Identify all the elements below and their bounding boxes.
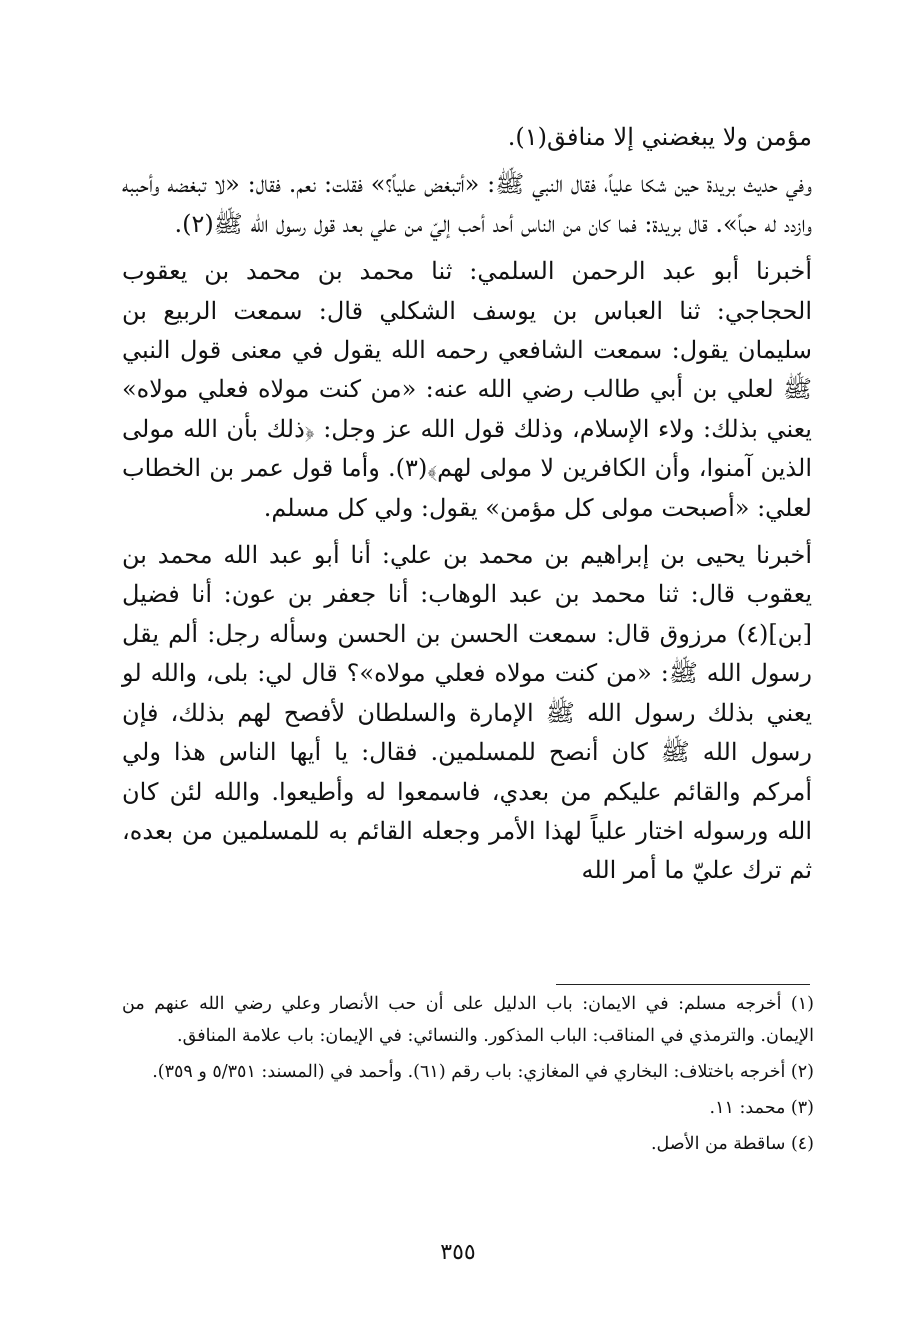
footnote-2: (٢) أخرجه باختلاف: البخاري في المغازي: باب رقم (٦١). وأحمد في (المسند: ٥/٣٥١ و ٣٥٩).: [152, 1062, 814, 1082]
footnote-separator: [556, 984, 810, 985]
page-number: ٣٥٥: [440, 1240, 476, 1265]
paragraph-3: أخبرنا أبو عبد الرحمن السلمي: ثنا محمد بن محمد بن يعقوب الحجاجي: ثنا العباس بن يوسف الشكلي قال: سمعت الربيع بن سليمان يقول: سمعت الشافعي رحمه الله يقول في معنى قول النبي ﷺ لعلي بن أبي طالب رضي الله عنه: «من كنت مولاه فعلي مولاه» يعني بذلك: ولاء الإسلام، وذلك قول الله عز وجل: ﴿ذلك بأن الله مولى الذين آمنوا، وأن الكافرين لا مولى لهم﴾(٣). وأما قول عمر بن الخطاب لعلي: «أصبحت مولى كل مؤمن» يقول: ولي كل مسلم.: [122, 257, 813, 522]
footnote-1: (١) أخرجه مسلم: في الايمان: باب الدليل على أن حب الأنصار وعلي رضي الله عنهم من الإيمان. والترمذي في المناقب: الباب المذكور. والنسائي: في الإيمان: باب علامة المنافق.: [122, 994, 814, 1046]
footnotes: [122, 988, 814, 1164]
paragraph-1: مؤمن ولا يبغضني إلا منافق(١).: [507, 123, 812, 151]
paragraph-2: وفي حديث بريدة حين شكا علياً، فقال النبي ﷺ: «أتبغض علياً؟» فقلت: نعم. فقال: «لا تبغضه وأحببه وازدد له حباً». قال بريدة: فما كان من الناس أحد أحب إليّ من علي بعد قول رسول الله ﷺ(٢).: [122, 170, 812, 238]
paragraph-4: أخبرنا يحيى بن إبراهيم بن محمد بن علي: أنا أبو عبد الله محمد بن يعقوب قال: ثنا محمد بن عبد الوهاب: أنا جعفر بن عون: أنا فضيل [بن](٤) مرزوق قال: سمعت الحسن بن الحسن وسأله رجل: ألم يقل رسول الله ﷺ: «من كنت مولاه فعلي مولاه»؟ قال لي: بلى، والله لو يعني بذلك رسول الله ﷺ الإمارة والسلطان لأفصح لهم بذلك، فإن رسول الله ﷺ كان أنصح للمسلمين. فقال: يا أيها الناس هذا ولي أمركم والقائم عليكم من بعدي، فاسمعوا له وأطيعوا. والله لئن كان الله ورسوله اختار علياً لهذا الأمر وجعله القائم به للمسلمين من بعده، ثم ترك عليّ ما أمر الله: [122, 541, 813, 885]
footnote-3: (٣) محمد: ١١.: [709, 1098, 814, 1118]
main-text: [122, 118, 812, 891]
footnote-4: (٤) ساقطة من الأصل.: [650, 1134, 814, 1154]
